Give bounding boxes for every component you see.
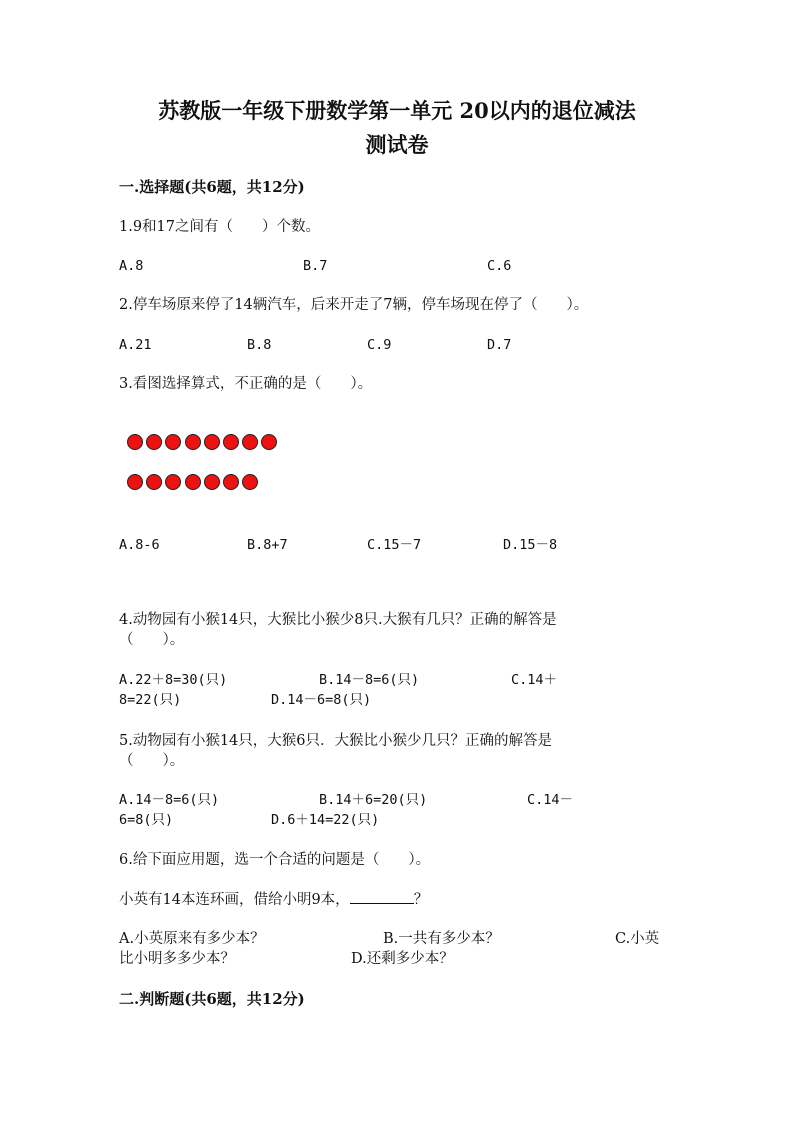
red-dot bbox=[165, 434, 181, 450]
q4-option-c[interactable]: C.14＋ bbox=[511, 672, 558, 688]
answer-blank[interactable] bbox=[350, 889, 414, 904]
document-title-line1: 苏教版一年级下册数学第一单元 20以内的退位减法 bbox=[158, 98, 636, 123]
q6-option-a[interactable]: A.小英原来有多少本？ bbox=[119, 931, 265, 947]
q2-option-b[interactable]: B.8 bbox=[247, 337, 272, 353]
red-dot bbox=[146, 434, 162, 450]
question-5-text-line2: （ ）。 bbox=[119, 753, 185, 769]
question-4-text-line2: （ ）。 bbox=[119, 632, 185, 648]
red-dot bbox=[185, 474, 201, 490]
question-6-scenario-text: 小英有14本连环画，借给小明9本， bbox=[119, 892, 350, 908]
q4-option-d[interactable]: D.14－6=8(只) bbox=[271, 692, 372, 708]
red-dot bbox=[165, 474, 181, 490]
document-title-line2: 测试卷 bbox=[365, 132, 429, 157]
red-dot bbox=[223, 434, 239, 450]
q5-option-b[interactable]: B.14＋6=20(只) bbox=[319, 792, 428, 808]
q3-option-a[interactable]: A.8-6 bbox=[119, 537, 160, 553]
red-dot bbox=[127, 434, 143, 450]
q2-option-a[interactable]: A.21 bbox=[119, 337, 152, 353]
red-dot bbox=[261, 434, 277, 450]
q5-option-d[interactable]: D.6＋14=22(只) bbox=[271, 812, 380, 828]
red-dot bbox=[242, 434, 258, 450]
q2-option-d[interactable]: D.7 bbox=[487, 337, 512, 353]
red-dot bbox=[242, 474, 258, 490]
q5-option-c-continued[interactable]: 6=8(只) bbox=[119, 812, 174, 828]
q3-option-d[interactable]: D.15－8 bbox=[503, 537, 558, 553]
q6-option-c-continued[interactable]: 比小明多多少本？ bbox=[119, 951, 235, 967]
q4-option-c-continued[interactable]: 8=22(只) bbox=[119, 692, 182, 708]
q6-option-c[interactable]: C.小英 bbox=[615, 931, 660, 947]
q5-option-a[interactable]: A.14－8=6(只) bbox=[119, 792, 220, 808]
question-2-text: 2.停车场原来停了14辆汽车，后来开走了7辆，停车场现在停了（ ）。 bbox=[119, 297, 589, 313]
question-4-text-line1: 4.动物园有小猴14只，大猴比小猴少8只.大猴有几只？正确的解答是 bbox=[119, 612, 557, 628]
q6-option-d[interactable]: D.还剩多少本？ bbox=[351, 951, 454, 967]
q1-option-c[interactable]: C.6 bbox=[487, 258, 512, 274]
q5-option-c[interactable]: C.14－ bbox=[527, 792, 574, 808]
q3-option-b[interactable]: B.8+7 bbox=[247, 537, 288, 553]
red-dot bbox=[127, 474, 143, 490]
question-6-scenario bbox=[119, 889, 428, 910]
red-dot bbox=[146, 474, 162, 490]
red-dot bbox=[223, 474, 239, 490]
q4-option-b[interactable]: B.14－8=6(只) bbox=[319, 672, 420, 688]
q3-option-c[interactable]: C.15－7 bbox=[367, 537, 422, 553]
red-dot bbox=[204, 474, 220, 490]
section-heading-choice: 一.选择题(共6题，共12分) bbox=[119, 178, 305, 196]
section-heading-judgement: 二.判断题(共6题，共12分) bbox=[119, 990, 305, 1008]
question-6-scenario-end: ？ bbox=[413, 892, 429, 908]
red-dot bbox=[204, 434, 220, 450]
question-5-text-line1: 5.动物园有小猴14只，大猴6只．大猴比小猴少几只？正确的解答是 bbox=[119, 733, 553, 749]
q2-option-c[interactable]: C.9 bbox=[367, 337, 392, 353]
q1-option-a[interactable]: A.8 bbox=[119, 258, 144, 274]
question-3-text: 3.看图选择算式，不正确的是（ ）。 bbox=[119, 376, 373, 392]
q6-option-b[interactable]: B.一共有多少本？ bbox=[383, 931, 500, 947]
question-1-text: 1.9和17之间有（ ）个数。 bbox=[119, 219, 321, 235]
q1-option-b[interactable]: B.7 bbox=[303, 258, 328, 274]
red-dot bbox=[185, 434, 201, 450]
q4-option-a[interactable]: A.22＋8=30(只) bbox=[119, 672, 228, 688]
question-6-text: 6.给下面应用题，选一个合适的问题是（ ）。 bbox=[119, 852, 431, 868]
